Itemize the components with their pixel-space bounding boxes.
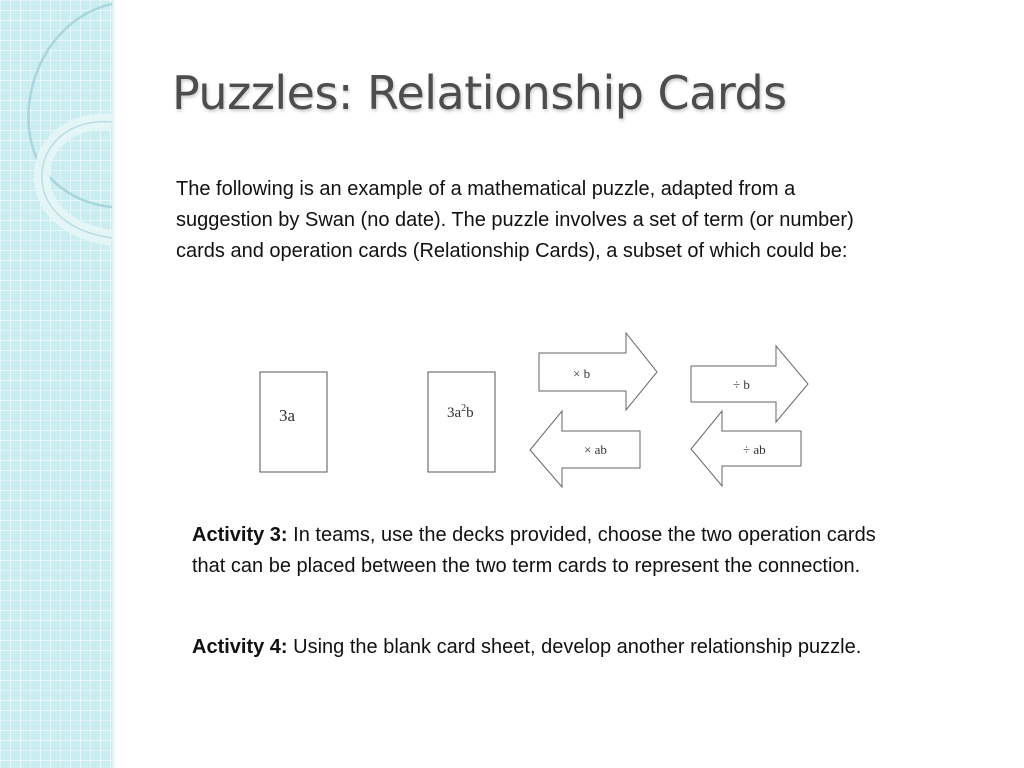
relationship-cards-diagram xyxy=(250,325,820,490)
activity-4-paragraph xyxy=(192,632,912,663)
slide-title: Puzzles: Relationship Cards xyxy=(172,66,787,120)
term-card-3a-label: 3a xyxy=(279,406,296,425)
activity-3-label: Activity 3: xyxy=(192,524,288,546)
activity-4-text: Using the blank card sheet, develop another relationship puzzle. xyxy=(287,636,862,658)
term-card-3a2b-label: $3a^2b$ xyxy=(447,403,474,421)
activity-3-text: In teams, use the decks provided, choose the two operation cards that can be placed between the two term cards to represent the connection. xyxy=(192,524,876,577)
operation-card-divide-b-label: ÷ b xyxy=(733,377,750,392)
activity-4-label: Activity 4: xyxy=(192,636,288,658)
operation-card-times-b xyxy=(539,333,657,410)
decorative-rings xyxy=(0,0,180,300)
operation-card-divide-ab-label: ÷ ab xyxy=(743,442,766,457)
activity-3-paragraph xyxy=(192,520,912,582)
intro-paragraph: The following is an example of a mathematical puzzle, adapted from a suggestion by Swan (no date). The puzzle involves a set of term (or number) cards and operation cards (Relationship Cards), a subset of which could be: xyxy=(176,178,854,262)
term-card-3a2b xyxy=(428,372,495,472)
operation-card-times-b-label: × b xyxy=(573,366,591,381)
operation-card-times-ab-label: × ab xyxy=(584,442,607,457)
